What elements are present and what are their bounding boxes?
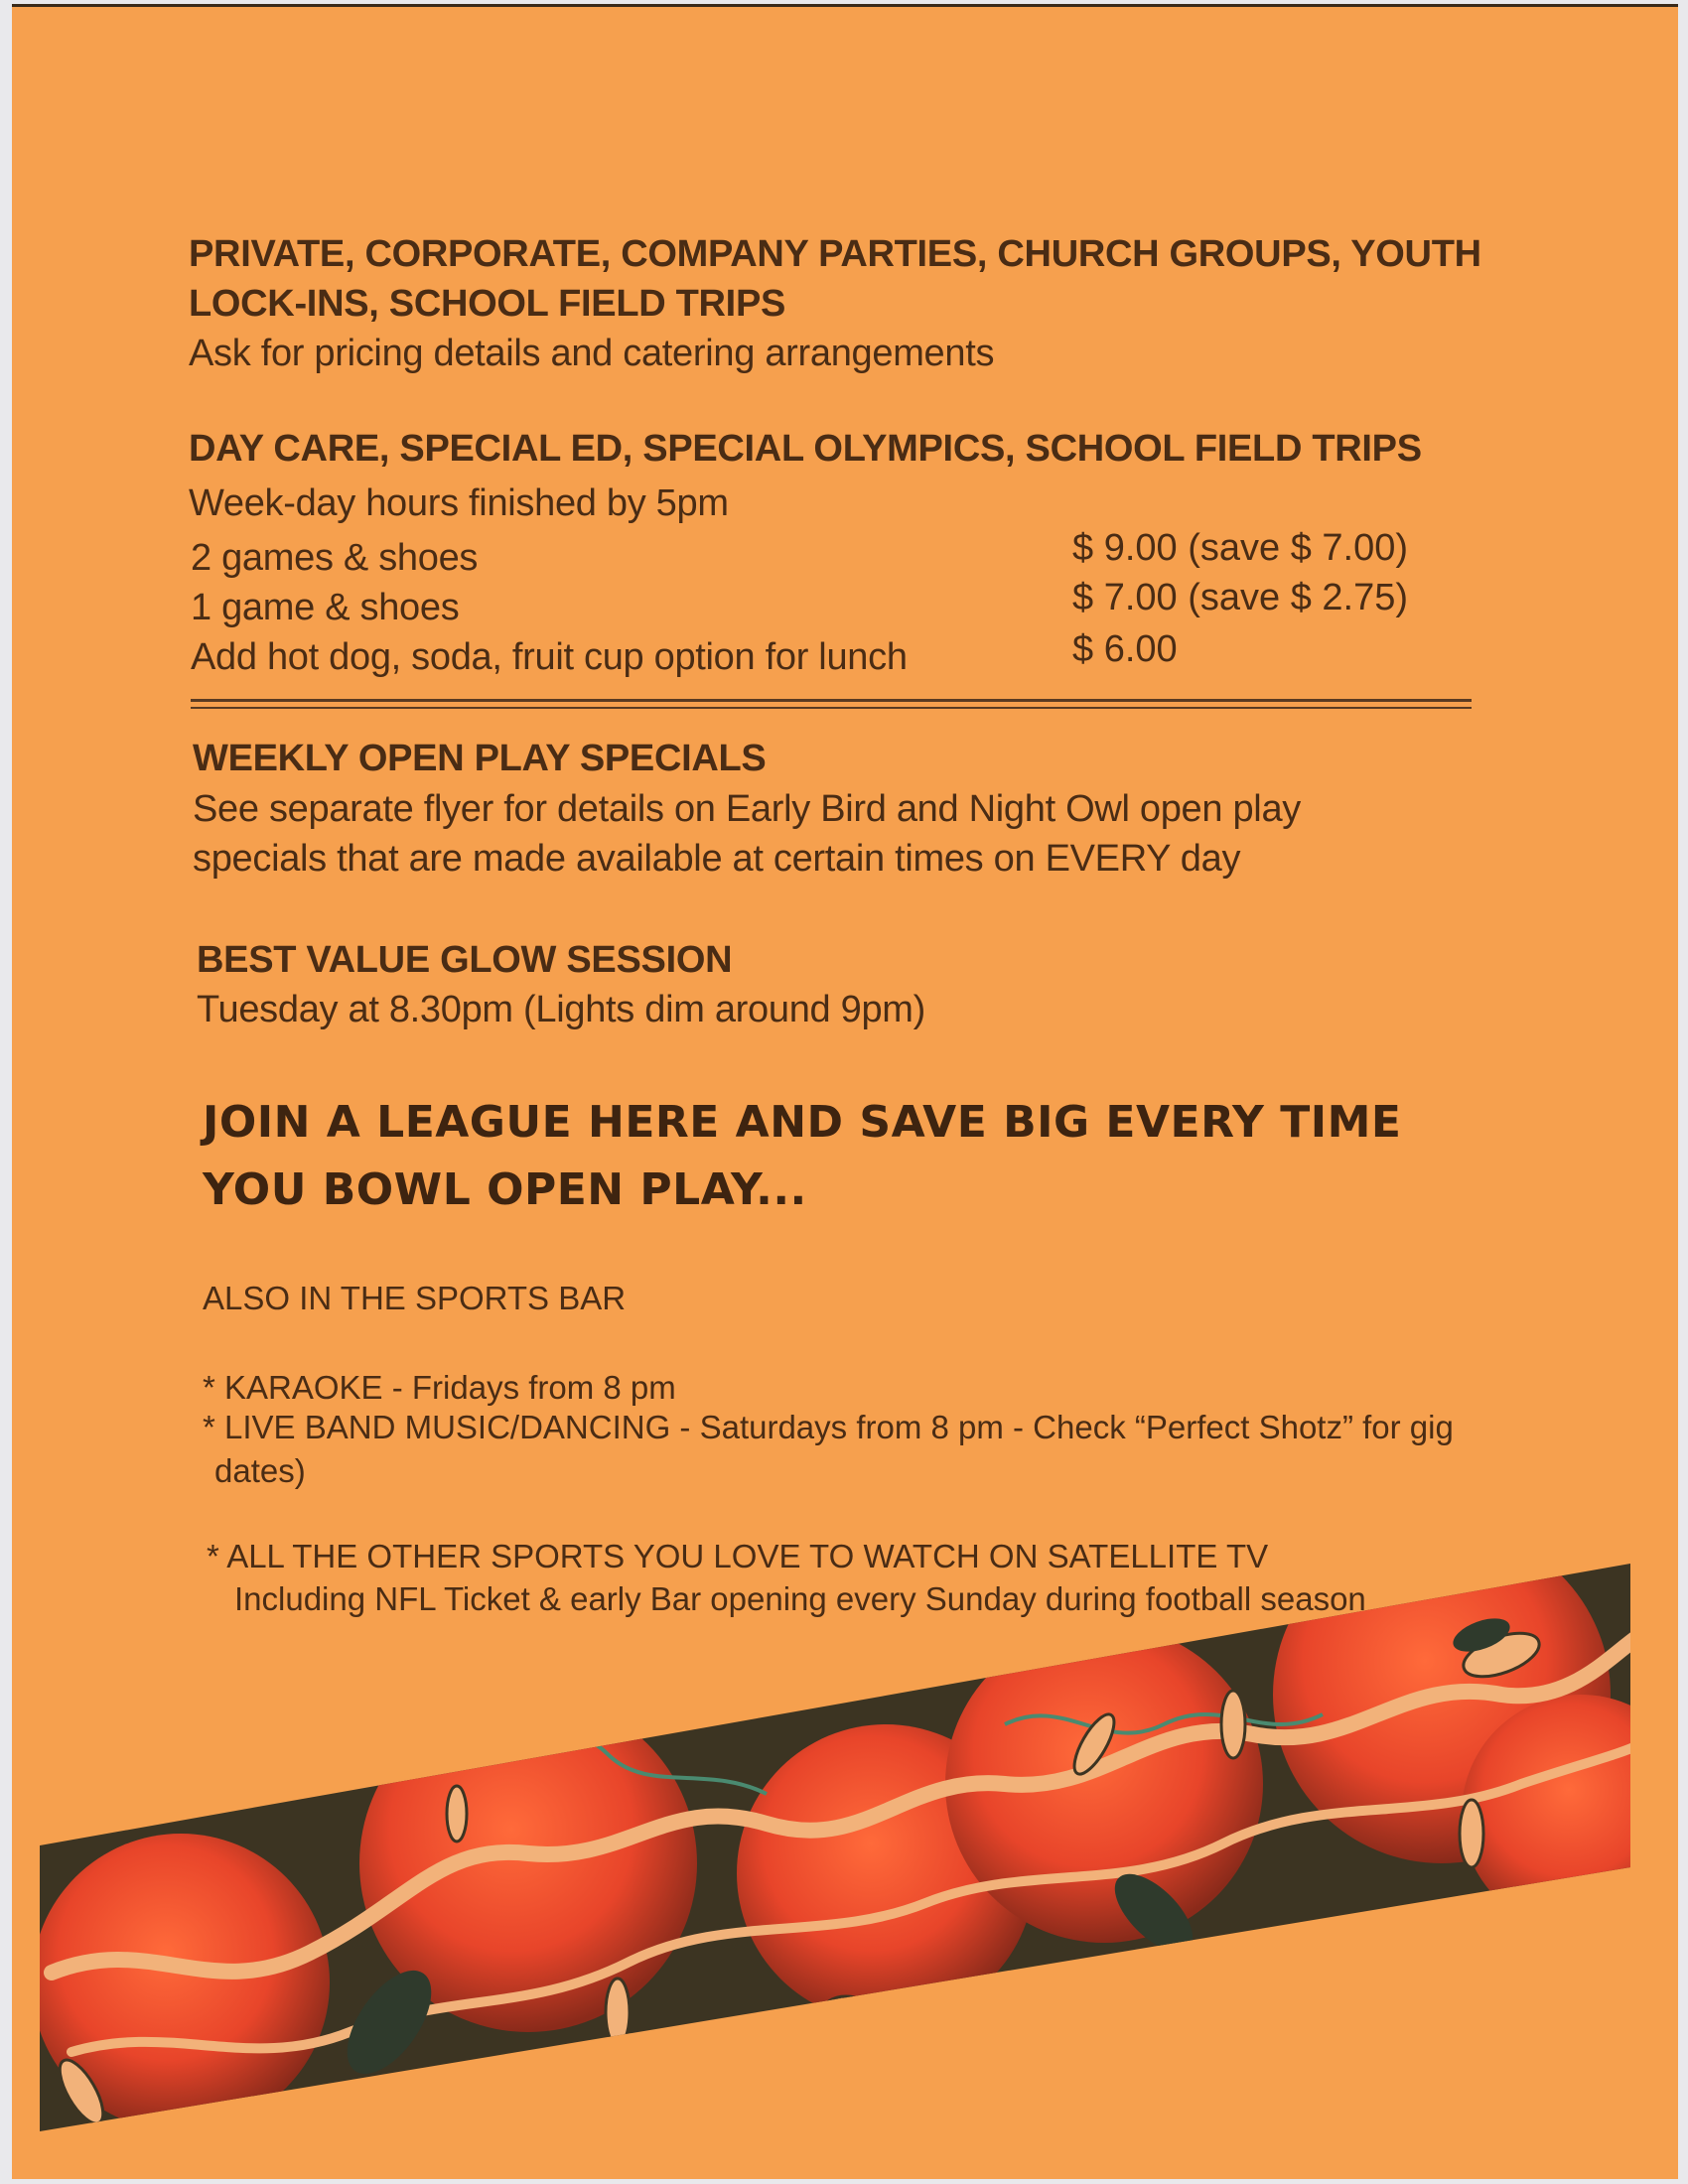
satellite-line: * ALL THE OTHER SPORTS YOU LOVE TO WATCH ON SATELLITE TV [207, 1538, 1269, 1574]
weekly-heading: WEEKLY OPEN PLAY SPECIALS [193, 738, 767, 779]
daycare-heading: DAY CARE, SPECIAL ED, SPECIAL OLYMPICS, SCHOOL FIELD TRIPS [189, 428, 1422, 470]
weekly-line: See separate flyer for details on Early Bird and Night Owl open play [193, 788, 1301, 830]
weekly-line: specials that are made available at certain times on EVERY day [193, 838, 1241, 880]
satellite-detail: Including NFL Ticket & early Bar opening every Sunday during football season [234, 1580, 1366, 1617]
live-band-line-cont: dates) [214, 1452, 306, 1489]
parties-note: Ask for pricing details and catering arrangements [189, 333, 995, 374]
daycare-item-label: Add hot dog, soda, fruit cup option for lunch [191, 636, 908, 678]
daycare-item-label: 1 game & shoes [191, 587, 460, 628]
parties-heading-line1: PRIVATE, CORPORATE, COMPANY PARTIES, CHURCH GROUPS, YOUTH [189, 233, 1481, 275]
live-band-line: * LIVE BAND MUSIC/DANCING - Saturdays from 8 pm - Check “Perfect Shotz” for gig [203, 1409, 1454, 1445]
daycare-item-price: $ 6.00 [1072, 628, 1178, 670]
league-promo-line1: JOIN A LEAGUE HERE AND SAVE BIG EVERY TIME [203, 1097, 1402, 1148]
daycare-item-price: $ 9.00 (save $ 7.00) [1072, 527, 1408, 569]
glow-heading: BEST VALUE GLOW SESSION [197, 939, 733, 981]
parties-heading-line2: LOCK-INS, SCHOOL FIELD TRIPS [189, 283, 786, 325]
bowling-balls-and-pins-banner-icon [12, 7, 1678, 2179]
sports-bar-heading: ALSO IN THE SPORTS BAR [203, 1280, 627, 1316]
glow-detail: Tuesday at 8.30pm (Lights dim around 9pm) [197, 989, 926, 1030]
karaoke-line: * KARAOKE - Fridays from 8 pm [203, 1369, 676, 1406]
flyer-page [12, 4, 1678, 2179]
daycare-hours: Week-day hours finished by 5pm [189, 482, 729, 524]
league-promo-line2: YOU BOWL OPEN PLAY... [203, 1164, 807, 1215]
daycare-item-price: $ 7.00 (save $ 2.75) [1072, 577, 1408, 618]
daycare-item-label: 2 games & shoes [191, 537, 479, 579]
